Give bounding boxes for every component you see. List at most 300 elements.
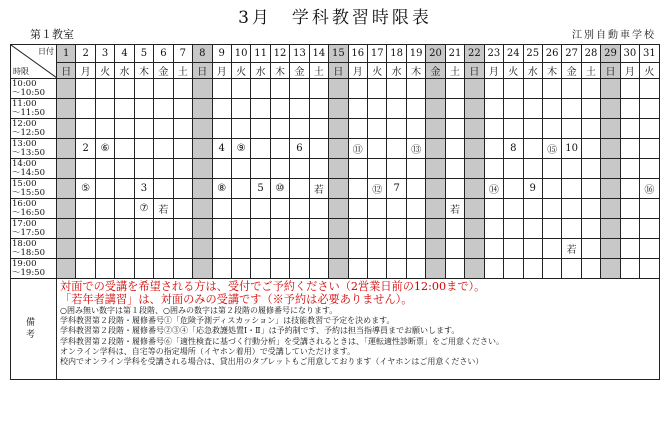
lesson-cell — [484, 199, 503, 219]
time-slot-row — [11, 219, 660, 239]
lesson-cell: ⑪ — [348, 139, 367, 159]
lesson-cell — [465, 239, 484, 259]
remarks-body — [57, 279, 660, 380]
time-slot-row — [11, 139, 660, 159]
lesson-cell — [173, 159, 192, 179]
lesson-cell — [542, 179, 561, 199]
lesson-cell — [95, 239, 114, 259]
lesson-cell — [542, 219, 561, 239]
lesson-cell — [406, 79, 425, 99]
lesson-cell — [309, 239, 328, 259]
lesson-cell — [57, 199, 76, 219]
lesson-cell — [212, 199, 231, 219]
lesson-cell — [601, 199, 620, 219]
lesson-cell — [173, 179, 192, 199]
lesson-cell — [426, 219, 445, 239]
lesson-cell: ⑭ — [484, 179, 503, 199]
lesson-cell — [212, 159, 231, 179]
lesson-cell — [581, 159, 600, 179]
lesson-cell — [76, 159, 95, 179]
lesson-cell — [368, 159, 387, 179]
lesson-cell — [57, 79, 76, 99]
lesson-cell — [290, 119, 309, 139]
page-title: 3月 学科教習時限表 — [238, 8, 432, 28]
lesson-cell — [154, 219, 173, 239]
slot-end: 〜15:50 — [12, 187, 45, 198]
lesson-cell — [57, 119, 76, 139]
lesson-cell — [57, 219, 76, 239]
lesson-cell — [620, 99, 639, 119]
lesson-cell — [387, 139, 406, 159]
lesson-cell — [251, 139, 270, 159]
lesson-cell — [76, 259, 95, 279]
lesson-cell — [154, 239, 173, 259]
lesson-cell — [620, 199, 639, 219]
remarks-label-char: 備 — [25, 318, 41, 328]
slot-start: 13:00 — [12, 138, 37, 149]
lesson-cell — [193, 159, 212, 179]
lesson-cell — [387, 79, 406, 99]
lesson-cell — [270, 79, 289, 99]
lesson-cell — [212, 99, 231, 119]
lesson-cell — [290, 199, 309, 219]
lesson-cell — [173, 219, 192, 239]
lesson-cell — [601, 259, 620, 279]
lesson-cell — [445, 139, 464, 159]
lesson-cell — [640, 99, 659, 119]
remarks-important-line: 「若年者講習」は、対面のみの受講です（※予約は必要ありません）。 — [60, 293, 413, 306]
lesson-cell — [290, 99, 309, 119]
lesson-cell — [95, 179, 114, 199]
lesson-cell — [426, 99, 445, 119]
slot-end: 〜10:50 — [12, 87, 45, 98]
schedule-table — [10, 44, 660, 380]
day-number: 10 — [231, 45, 250, 63]
lesson-cell — [154, 259, 173, 279]
lesson-cell — [368, 219, 387, 239]
remarks-row — [11, 279, 660, 380]
lesson-cell — [504, 159, 523, 179]
lesson-cell — [57, 179, 76, 199]
lesson-cell — [406, 119, 425, 139]
lesson-cell — [523, 79, 542, 99]
day-number: 21 — [445, 45, 464, 63]
weekday: 金 — [426, 63, 445, 79]
lesson-cell — [542, 119, 561, 139]
slot-end: 〜11:50 — [12, 107, 45, 118]
lesson-cell — [523, 139, 542, 159]
day-number: 9 — [212, 45, 231, 63]
weekday: 月 — [76, 63, 95, 79]
lesson-cell — [465, 119, 484, 139]
lesson-cell — [348, 219, 367, 239]
lesson-cell — [193, 239, 212, 259]
remarks-note-line: 学科教習第２段階・履修番号②③④「応急救護処置Ⅰ・Ⅱ」は予約制です、予約は担当指導員までお願いします。 — [60, 326, 460, 336]
lesson-cell — [57, 259, 76, 279]
day-number: 18 — [387, 45, 406, 63]
lesson-cell — [270, 119, 289, 139]
lesson-cell — [251, 159, 270, 179]
school-name: 江別自動車学校 — [572, 30, 656, 41]
lesson-cell — [290, 219, 309, 239]
lesson-cell — [562, 179, 581, 199]
lesson-cell — [484, 119, 503, 139]
lesson-cell — [368, 79, 387, 99]
lesson-cell — [426, 179, 445, 199]
slot-start: 10:00 — [12, 78, 37, 89]
lesson-cell — [406, 159, 425, 179]
lesson-cell — [251, 79, 270, 99]
lesson-cell — [134, 79, 153, 99]
lesson-cell — [581, 119, 600, 139]
lesson-cell — [348, 199, 367, 219]
lesson-cell — [504, 99, 523, 119]
lesson-cell — [193, 79, 212, 99]
lesson-cell — [115, 259, 134, 279]
lesson-cell — [173, 99, 192, 119]
weekday: 月 — [620, 63, 639, 79]
lesson-cell — [309, 199, 328, 219]
weekday: 木 — [270, 63, 289, 79]
remarks-note-line: オンライン学科は、自宅等の指定場所（イヤホン着用）で受講していただけます。 — [60, 346, 356, 356]
day-number: 27 — [562, 45, 581, 63]
lesson-cell — [309, 259, 328, 279]
weekday: 火 — [368, 63, 387, 79]
weekday: 火 — [231, 63, 250, 79]
time-slot-label — [11, 79, 57, 99]
lesson-cell: 6 — [290, 139, 309, 159]
day-number: 24 — [504, 45, 523, 63]
corner-period-label: 時限 — [13, 67, 29, 76]
lesson-cell — [251, 199, 270, 219]
lesson-cell — [484, 99, 503, 119]
lesson-cell — [134, 99, 153, 119]
lesson-cell — [445, 159, 464, 179]
lesson-cell — [309, 219, 328, 239]
lesson-cell — [387, 199, 406, 219]
lesson-cell — [270, 259, 289, 279]
lesson-cell — [581, 139, 600, 159]
lesson-cell — [601, 119, 620, 139]
lesson-cell — [329, 79, 348, 99]
lesson-cell — [154, 179, 173, 199]
weekday: 木 — [134, 63, 153, 79]
lesson-cell: 若 — [154, 199, 173, 219]
lesson-cell — [348, 239, 367, 259]
date-row — [11, 45, 660, 63]
lesson-cell — [231, 199, 250, 219]
slot-end: 〜13:50 — [12, 147, 45, 158]
lesson-cell — [562, 219, 581, 239]
lesson-cell — [368, 259, 387, 279]
lesson-cell: 若 — [562, 239, 581, 259]
lesson-cell — [251, 119, 270, 139]
lesson-cell — [134, 259, 153, 279]
lesson-cell — [134, 139, 153, 159]
lesson-cell — [484, 79, 503, 99]
lesson-cell — [620, 219, 639, 239]
lesson-cell — [562, 159, 581, 179]
lesson-cell — [348, 99, 367, 119]
lesson-cell — [134, 219, 153, 239]
lesson-cell: 5 — [251, 179, 270, 199]
lesson-cell — [309, 119, 328, 139]
lesson-cell — [542, 239, 561, 259]
weekday: 日 — [465, 63, 484, 79]
lesson-cell — [115, 99, 134, 119]
weekday: 日 — [193, 63, 212, 79]
lesson-cell — [95, 199, 114, 219]
lesson-cell — [640, 159, 659, 179]
lesson-cell — [154, 159, 173, 179]
lesson-cell — [115, 179, 134, 199]
lesson-cell: ⑨ — [231, 139, 250, 159]
lesson-cell — [193, 219, 212, 239]
lesson-cell — [270, 239, 289, 259]
lesson-cell — [115, 139, 134, 159]
lesson-cell — [173, 259, 192, 279]
lesson-cell — [329, 159, 348, 179]
lesson-cell — [309, 159, 328, 179]
weekday: 金 — [290, 63, 309, 79]
day-number: 13 — [290, 45, 309, 63]
weekday: 水 — [115, 63, 134, 79]
lesson-cell — [504, 219, 523, 239]
lesson-cell — [640, 239, 659, 259]
lesson-cell: 10 — [562, 139, 581, 159]
lesson-cell — [329, 179, 348, 199]
lesson-cell: 若 — [309, 179, 328, 199]
remarks-note-line: 校内でオンライン学科を受講される場合は、貸出用のタブレットもご用意しております（イヤホンはご用意ください） — [60, 357, 484, 367]
weekday: 火 — [504, 63, 523, 79]
slot-end: 〜12:50 — [12, 127, 45, 138]
room-label: 第１教室 — [30, 28, 74, 41]
lesson-cell — [115, 79, 134, 99]
lesson-cell — [581, 239, 600, 259]
lesson-cell — [251, 239, 270, 259]
lesson-cell — [426, 79, 445, 99]
lesson-cell — [406, 179, 425, 199]
lesson-cell — [76, 99, 95, 119]
lesson-cell: ⑫ — [368, 179, 387, 199]
lesson-cell — [309, 139, 328, 159]
lesson-cell — [601, 139, 620, 159]
lesson-cell — [620, 139, 639, 159]
lesson-cell — [504, 259, 523, 279]
lesson-cell — [581, 219, 600, 239]
slot-end: 〜14:50 — [12, 167, 45, 178]
weekday: 日 — [601, 63, 620, 79]
time-slot-row — [11, 259, 660, 279]
lesson-cell — [76, 219, 95, 239]
day-number: 2 — [76, 45, 95, 63]
time-slot-row — [11, 159, 660, 179]
lesson-cell — [193, 99, 212, 119]
lesson-cell — [562, 199, 581, 219]
lesson-cell — [387, 219, 406, 239]
slot-start: 16:00 — [12, 198, 37, 209]
lesson-cell — [484, 159, 503, 179]
lesson-cell — [251, 259, 270, 279]
lesson-cell — [523, 199, 542, 219]
lesson-cell — [601, 79, 620, 99]
day-number: 3 — [95, 45, 114, 63]
lesson-cell — [95, 219, 114, 239]
weekday: 水 — [523, 63, 542, 79]
lesson-cell — [465, 199, 484, 219]
lesson-cell: ⑯ — [640, 179, 659, 199]
lesson-cell — [368, 139, 387, 159]
weekday: 月 — [348, 63, 367, 79]
lesson-cell — [445, 119, 464, 139]
lesson-cell — [329, 139, 348, 159]
lesson-cell: ⑤ — [76, 179, 95, 199]
lesson-cell — [115, 159, 134, 179]
lesson-cell — [329, 259, 348, 279]
lesson-cell — [542, 199, 561, 219]
lesson-cell — [251, 219, 270, 239]
lesson-cell — [620, 159, 639, 179]
weekday: 水 — [251, 63, 270, 79]
weekday: 金 — [562, 63, 581, 79]
lesson-cell — [212, 219, 231, 239]
day-number: 15 — [329, 45, 348, 63]
lesson-cell — [95, 159, 114, 179]
lesson-cell: ⑧ — [212, 179, 231, 199]
lesson-cell — [406, 99, 425, 119]
lesson-cell — [562, 259, 581, 279]
slot-start: 12:00 — [12, 118, 37, 129]
lesson-cell — [523, 239, 542, 259]
lesson-cell: 8 — [504, 139, 523, 159]
lesson-cell — [445, 179, 464, 199]
lesson-cell — [445, 219, 464, 239]
lesson-cell — [406, 239, 425, 259]
lesson-cell — [193, 179, 212, 199]
lesson-cell — [329, 119, 348, 139]
slot-start: 15:00 — [12, 178, 37, 189]
lesson-cell — [504, 179, 523, 199]
day-number: 1 — [57, 45, 76, 63]
day-number: 29 — [601, 45, 620, 63]
lesson-cell — [484, 239, 503, 259]
day-number: 23 — [484, 45, 503, 63]
lesson-cell — [95, 99, 114, 119]
weekday: 火 — [95, 63, 114, 79]
lesson-cell — [523, 259, 542, 279]
lesson-cell — [251, 99, 270, 119]
lesson-cell — [465, 159, 484, 179]
lesson-cell — [348, 179, 367, 199]
remarks-note-line: 学科教習第２段階・履修番号①「危険予測ディスカッション」は技能教習で予定を決めます。 — [60, 316, 395, 326]
lesson-cell — [290, 259, 309, 279]
lesson-cell: 3 — [134, 179, 153, 199]
lesson-cell: ⑩ — [270, 179, 289, 199]
lesson-cell — [542, 79, 561, 99]
lesson-cell — [290, 179, 309, 199]
day-number: 30 — [620, 45, 639, 63]
weekday: 月 — [484, 63, 503, 79]
time-slot-row — [11, 179, 660, 199]
lesson-cell — [465, 99, 484, 119]
lesson-cell — [484, 259, 503, 279]
lesson-cell — [581, 199, 600, 219]
lesson-cell — [465, 79, 484, 99]
lesson-cell — [57, 139, 76, 159]
lesson-cell — [426, 159, 445, 179]
weekday: 日 — [57, 63, 76, 79]
remarks-note-line: 学科教習第２段階・履修番号⑥「適性検査に基づく行動分析」を受講されるときは、「運転適性診断票」をご用意ください。 — [60, 336, 504, 346]
lesson-cell — [465, 259, 484, 279]
time-slot-label — [11, 199, 57, 219]
lesson-cell — [368, 99, 387, 119]
lesson-cell — [620, 79, 639, 99]
lesson-cell — [348, 119, 367, 139]
lesson-cell — [601, 219, 620, 239]
slot-start: 19:00 — [12, 258, 37, 269]
lesson-cell — [581, 79, 600, 99]
lesson-cell — [581, 179, 600, 199]
lesson-cell — [193, 139, 212, 159]
lesson-cell — [445, 259, 464, 279]
lesson-cell — [95, 119, 114, 139]
lesson-cell — [640, 199, 659, 219]
lesson-cell — [193, 199, 212, 219]
lesson-cell — [173, 139, 192, 159]
lesson-cell — [134, 119, 153, 139]
lesson-cell — [270, 99, 289, 119]
lesson-cell — [212, 79, 231, 99]
weekday: 金 — [154, 63, 173, 79]
lesson-cell — [640, 219, 659, 239]
lesson-cell — [212, 119, 231, 139]
lesson-cell — [387, 159, 406, 179]
time-slot-label — [11, 219, 57, 239]
day-number: 8 — [193, 45, 212, 63]
lesson-cell — [76, 239, 95, 259]
weekday-row — [11, 63, 660, 79]
lesson-cell — [504, 239, 523, 259]
slot-start: 18:00 — [12, 238, 37, 249]
remarks-label — [11, 279, 57, 380]
lesson-cell — [406, 199, 425, 219]
lesson-cell — [173, 199, 192, 219]
lesson-cell — [115, 219, 134, 239]
lesson-cell — [581, 99, 600, 119]
lesson-cell — [601, 99, 620, 119]
day-number: 19 — [406, 45, 425, 63]
day-number: 5 — [134, 45, 153, 63]
weekday: 土 — [173, 63, 192, 79]
day-number: 26 — [542, 45, 561, 63]
lesson-cell — [290, 159, 309, 179]
lesson-cell — [465, 139, 484, 159]
lesson-cell — [601, 239, 620, 259]
lesson-cell — [426, 139, 445, 159]
lesson-cell — [640, 139, 659, 159]
lesson-cell — [57, 99, 76, 119]
lesson-cell: ⑮ — [542, 139, 561, 159]
slot-start: 17:00 — [12, 218, 37, 229]
lesson-cell — [134, 239, 153, 259]
lesson-cell — [76, 79, 95, 99]
time-slot-row — [11, 99, 660, 119]
lesson-cell — [231, 99, 250, 119]
lesson-cell — [368, 239, 387, 259]
lesson-cell — [465, 179, 484, 199]
lesson-cell: 2 — [76, 139, 95, 159]
lesson-cell — [57, 239, 76, 259]
